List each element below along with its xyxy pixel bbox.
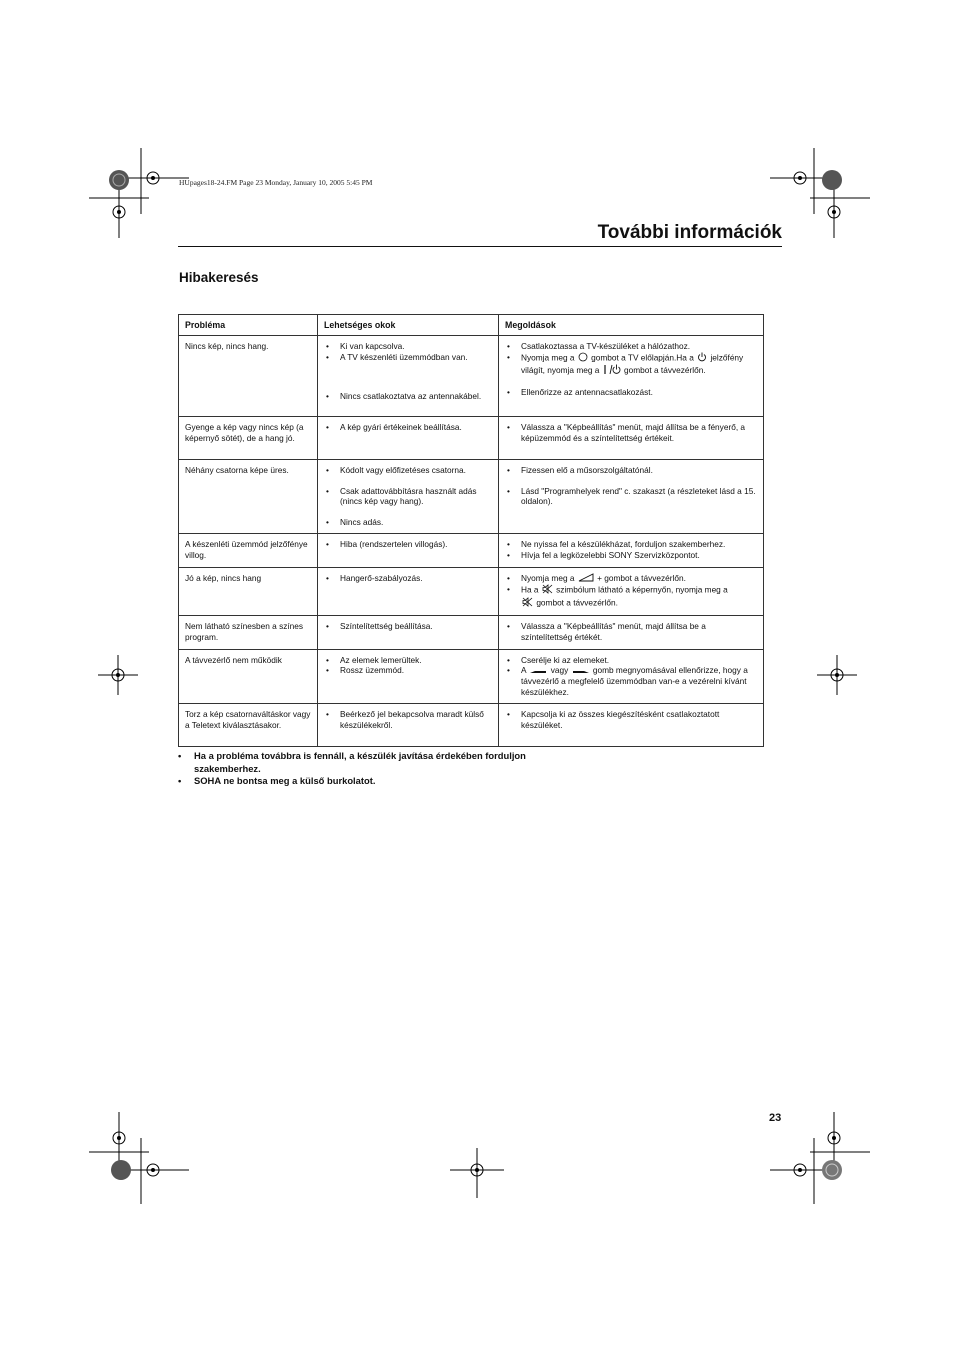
causes-cell <box>318 567 499 616</box>
solution-text: vagy <box>550 665 569 676</box>
mute-icon <box>542 584 553 597</box>
mute-button-icon <box>522 597 533 610</box>
solution-text: gomb megnyomásával ellenőrizze, hogy a távvezérlő a megfelelő üzemmódban van-e a vezérelni kívánt készülékhez. <box>521 665 748 697</box>
table-header-row <box>179 315 764 336</box>
cause-item: • Nincs csatlakoztatva az antennakábel. <box>324 391 492 402</box>
cause-item: • Színtelítettség beállítása. <box>324 621 492 632</box>
solution-text: A <box>521 665 527 676</box>
table-row <box>179 616 764 649</box>
col-header-causes: Lehetséges okok <box>318 315 499 336</box>
solutions-cell <box>499 649 764 704</box>
note-item: • Ha a probléma továbbra is fennáll, a készülék javítása érdekében forduljon szakemberhez. <box>178 750 578 775</box>
solution-item: • Ellenőrizze az antennacsatlakozást. <box>505 387 757 398</box>
problem-cell: A távvezérlő nem működik <box>179 649 318 704</box>
problem-cell: Nem látható színesben a színes program. <box>179 616 318 649</box>
tv-power-button-icon <box>578 352 588 365</box>
notes-list <box>178 750 578 788</box>
table-row <box>179 417 764 460</box>
mode-left-icon <box>529 666 547 677</box>
crop-mark-top-right <box>770 148 870 238</box>
cause-item: • Hangerő-szabályozás. <box>324 573 492 584</box>
col-header-problem: Probléma <box>179 315 318 336</box>
table-row <box>179 704 764 747</box>
solution-item: • Cserélje ki az elemeket. <box>505 655 757 666</box>
solution-text: szimbólum látható a képernyőn, nyomja meg a <box>556 584 728 595</box>
solution-text: jelzőfény világít, nyomja meg a <box>521 352 744 376</box>
solutions-cell <box>499 567 764 616</box>
solution-text: gombot a távvezérlőn. <box>536 597 618 608</box>
table-row <box>179 534 764 567</box>
solution-item <box>505 665 757 697</box>
solutions-cell <box>499 336 764 417</box>
crop-mark-bottom-left <box>89 1112 189 1204</box>
solution-text: gombot a TV előlapján.Ha a <box>591 352 694 363</box>
solution-text: Ha a <box>521 584 539 595</box>
solution-text: + gombot a távvezérlőn. <box>597 572 686 583</box>
solutions-cell <box>499 534 764 567</box>
standby-indicator-icon <box>697 352 707 365</box>
cause-item: • Beérkező jel bekapcsolva maradt külső készülékekről. <box>324 709 492 730</box>
col-header-solutions: Megoldások <box>499 315 764 336</box>
solutions-cell <box>499 704 764 747</box>
cause-item: • Hiba (rendszertelen villogás). <box>324 539 492 550</box>
causes-cell <box>318 704 499 747</box>
solution-text: Nyomja meg a <box>521 572 575 583</box>
title-rule <box>178 246 782 247</box>
solution-text: Nyomja meg a <box>521 352 575 363</box>
problem-cell: A készenléti üzemmód jelzőfénye villog. <box>179 534 318 567</box>
solutions-cell <box>499 417 764 460</box>
solution-item <box>505 352 757 378</box>
causes-cell <box>318 616 499 649</box>
cause-item: • Nincs adás. <box>324 517 492 528</box>
cause-item: • Ki van kapcsolva. <box>324 341 492 352</box>
solution-item: • Fizessen elő a műsorszolgáltatónál. <box>505 465 757 476</box>
causes-cell <box>318 649 499 704</box>
solution-item: • Ne nyissa fel a készülékházat, forduljon szakemberhez. <box>505 539 757 550</box>
cause-item: • Csak adattovábbításra használt adás (nincs kép vagy hang). <box>324 486 492 507</box>
solution-item: • Válassza a "Képbeállítás" menüt, majd állítsa be a színtelítettség értékét. <box>505 621 757 642</box>
mode-right-icon <box>572 666 590 677</box>
page-title: További információk <box>597 222 782 243</box>
page-number: 23 <box>769 1112 782 1124</box>
crop-mark-bottom-right <box>770 1112 870 1204</box>
on-standby-button-icon <box>603 364 621 378</box>
troubleshooting-table <box>178 314 764 747</box>
cause-item: • Az elemek lemerültek. <box>324 655 492 666</box>
crop-mark-mid-right <box>817 655 857 695</box>
cause-item: • Rossz üzemmód. <box>324 665 492 676</box>
solution-item: • Kapcsolja ki az összes kiegészítésként csatlakoztatott készüléket. <box>505 709 757 730</box>
solution-item: • Válassza a "Képbeállítás" menüt, majd állítsa be a fényerő, a képüzemmód és a színtelítettség értékeit. <box>505 422 757 443</box>
causes-cell <box>318 336 499 417</box>
note-item: • SOHA ne bontsa meg a külső burkolatot. <box>178 775 578 788</box>
table-row <box>179 460 764 534</box>
cause-item: • Kódolt vagy előfizetéses csatorna. <box>324 465 492 476</box>
problem-cell: Gyenge a kép vagy nincs kép (a képernyő sötét), de a hang jó. <box>179 417 318 460</box>
causes-cell <box>318 534 499 567</box>
crop-mark-mid-left <box>98 655 138 695</box>
problem-cell: Jó a kép, nincs hang <box>179 567 318 616</box>
solutions-cell <box>499 616 764 649</box>
causes-cell <box>318 417 499 460</box>
cause-item: • A TV készenléti üzemmódban van. <box>324 352 492 363</box>
crop-mark-bottom-center <box>450 1148 504 1198</box>
solutions-cell <box>499 460 764 534</box>
crop-mark-top-left <box>89 148 189 238</box>
solution-item <box>505 573 757 585</box>
causes-cell <box>318 460 499 534</box>
problem-cell: Néhány csatorna képe üres. <box>179 460 318 534</box>
problem-cell: Torz a kép csatornaváltáskor vagy a Teletext kiválasztásakor. <box>179 704 318 747</box>
solution-item: • Csatlakoztassa a TV-készüléket a hálózathoz. <box>505 341 757 352</box>
table-row <box>179 567 764 616</box>
print-header: HUpages18-24.FM Page 23 Monday, January 10, 2005 5:45 PM <box>179 178 373 187</box>
solution-item: • Hívja fel a legközelebbi SONY Szervizközpontot. <box>505 550 757 561</box>
problem-cell: Nincs kép, nincs hang. <box>179 336 318 417</box>
solution-item: • Lásd "Programhelyek rend" c. szakaszt (a részleteket lásd a 15. oldalon). <box>505 486 757 507</box>
table-row <box>179 336 764 417</box>
volume-icon <box>578 573 594 585</box>
solution-item <box>505 584 757 609</box>
solution-text: gombot a távvezérlőn. <box>624 365 706 376</box>
table-row <box>179 649 764 704</box>
cause-item: • A kép gyári értékeinek beállítása. <box>324 422 492 433</box>
section-heading: Hibakeresés <box>179 270 259 285</box>
